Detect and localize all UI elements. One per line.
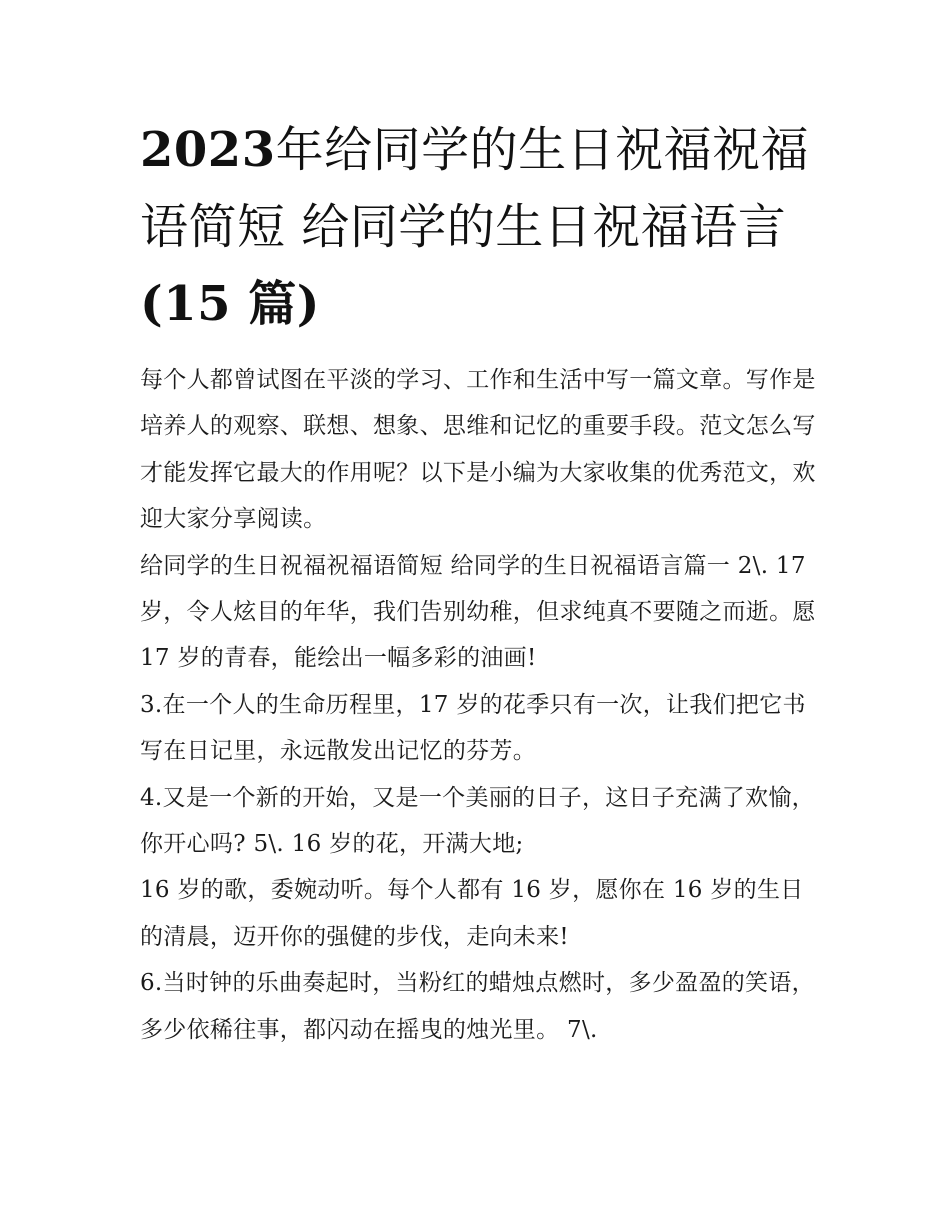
document-body (140, 357, 820, 1053)
body-paragraph: 16 岁的歌，委婉动听。每个人都有 16 岁，愿你在 16 岁的生日的清晨，迈开你的强健的步伐，走向未来! (140, 877, 804, 950)
body-paragraph: 4.又是一个新的开始，又是一个美丽的日子，这日子充满了欢愉，你开心吗? 5\. 16 岁的花，开满大地; (140, 784, 815, 858)
title-year: 2023 (140, 122, 276, 178)
page-title (140, 112, 820, 343)
body-paragraph: 给同学的生日祝福祝福语简短 给同学的生日祝福语言篇一 2\. 17 岁，令人炫目的年华，我们告别幼稚，但求纯真不要随之而逝。愿 17 岁的青春，能绘出一幅多彩的油画! (140, 552, 816, 672)
body-paragraph: 3.在一个人的生命历程里，17 岁的花季只有一次，让我们把它书写在日记里，永远散发出记忆的芬芳。 (140, 691, 806, 765)
title-count: (15 篇) (140, 276, 320, 332)
title-main: 年给同学的生日祝福祝福语简短 给同学的生日祝福语言 (140, 122, 810, 255)
body-paragraph: 6.当时钟的乐曲奏起时，当粉红的蜡烛点燃时，多少盈盈的笑语，多少依稀往事，都闪动在摇曳的烛光里。 7\. (140, 970, 815, 1043)
intro-paragraph: 每个人都曾试图在平淡的学习、工作和生活中写一篇文章。写作是培养人的观察、联想、想象、思维和记忆的重要手段。范文怎么写才能发挥它最大的作用呢？以下是小编为大家收集的优秀范文，欢迎大家分享阅读。 (140, 367, 816, 533)
